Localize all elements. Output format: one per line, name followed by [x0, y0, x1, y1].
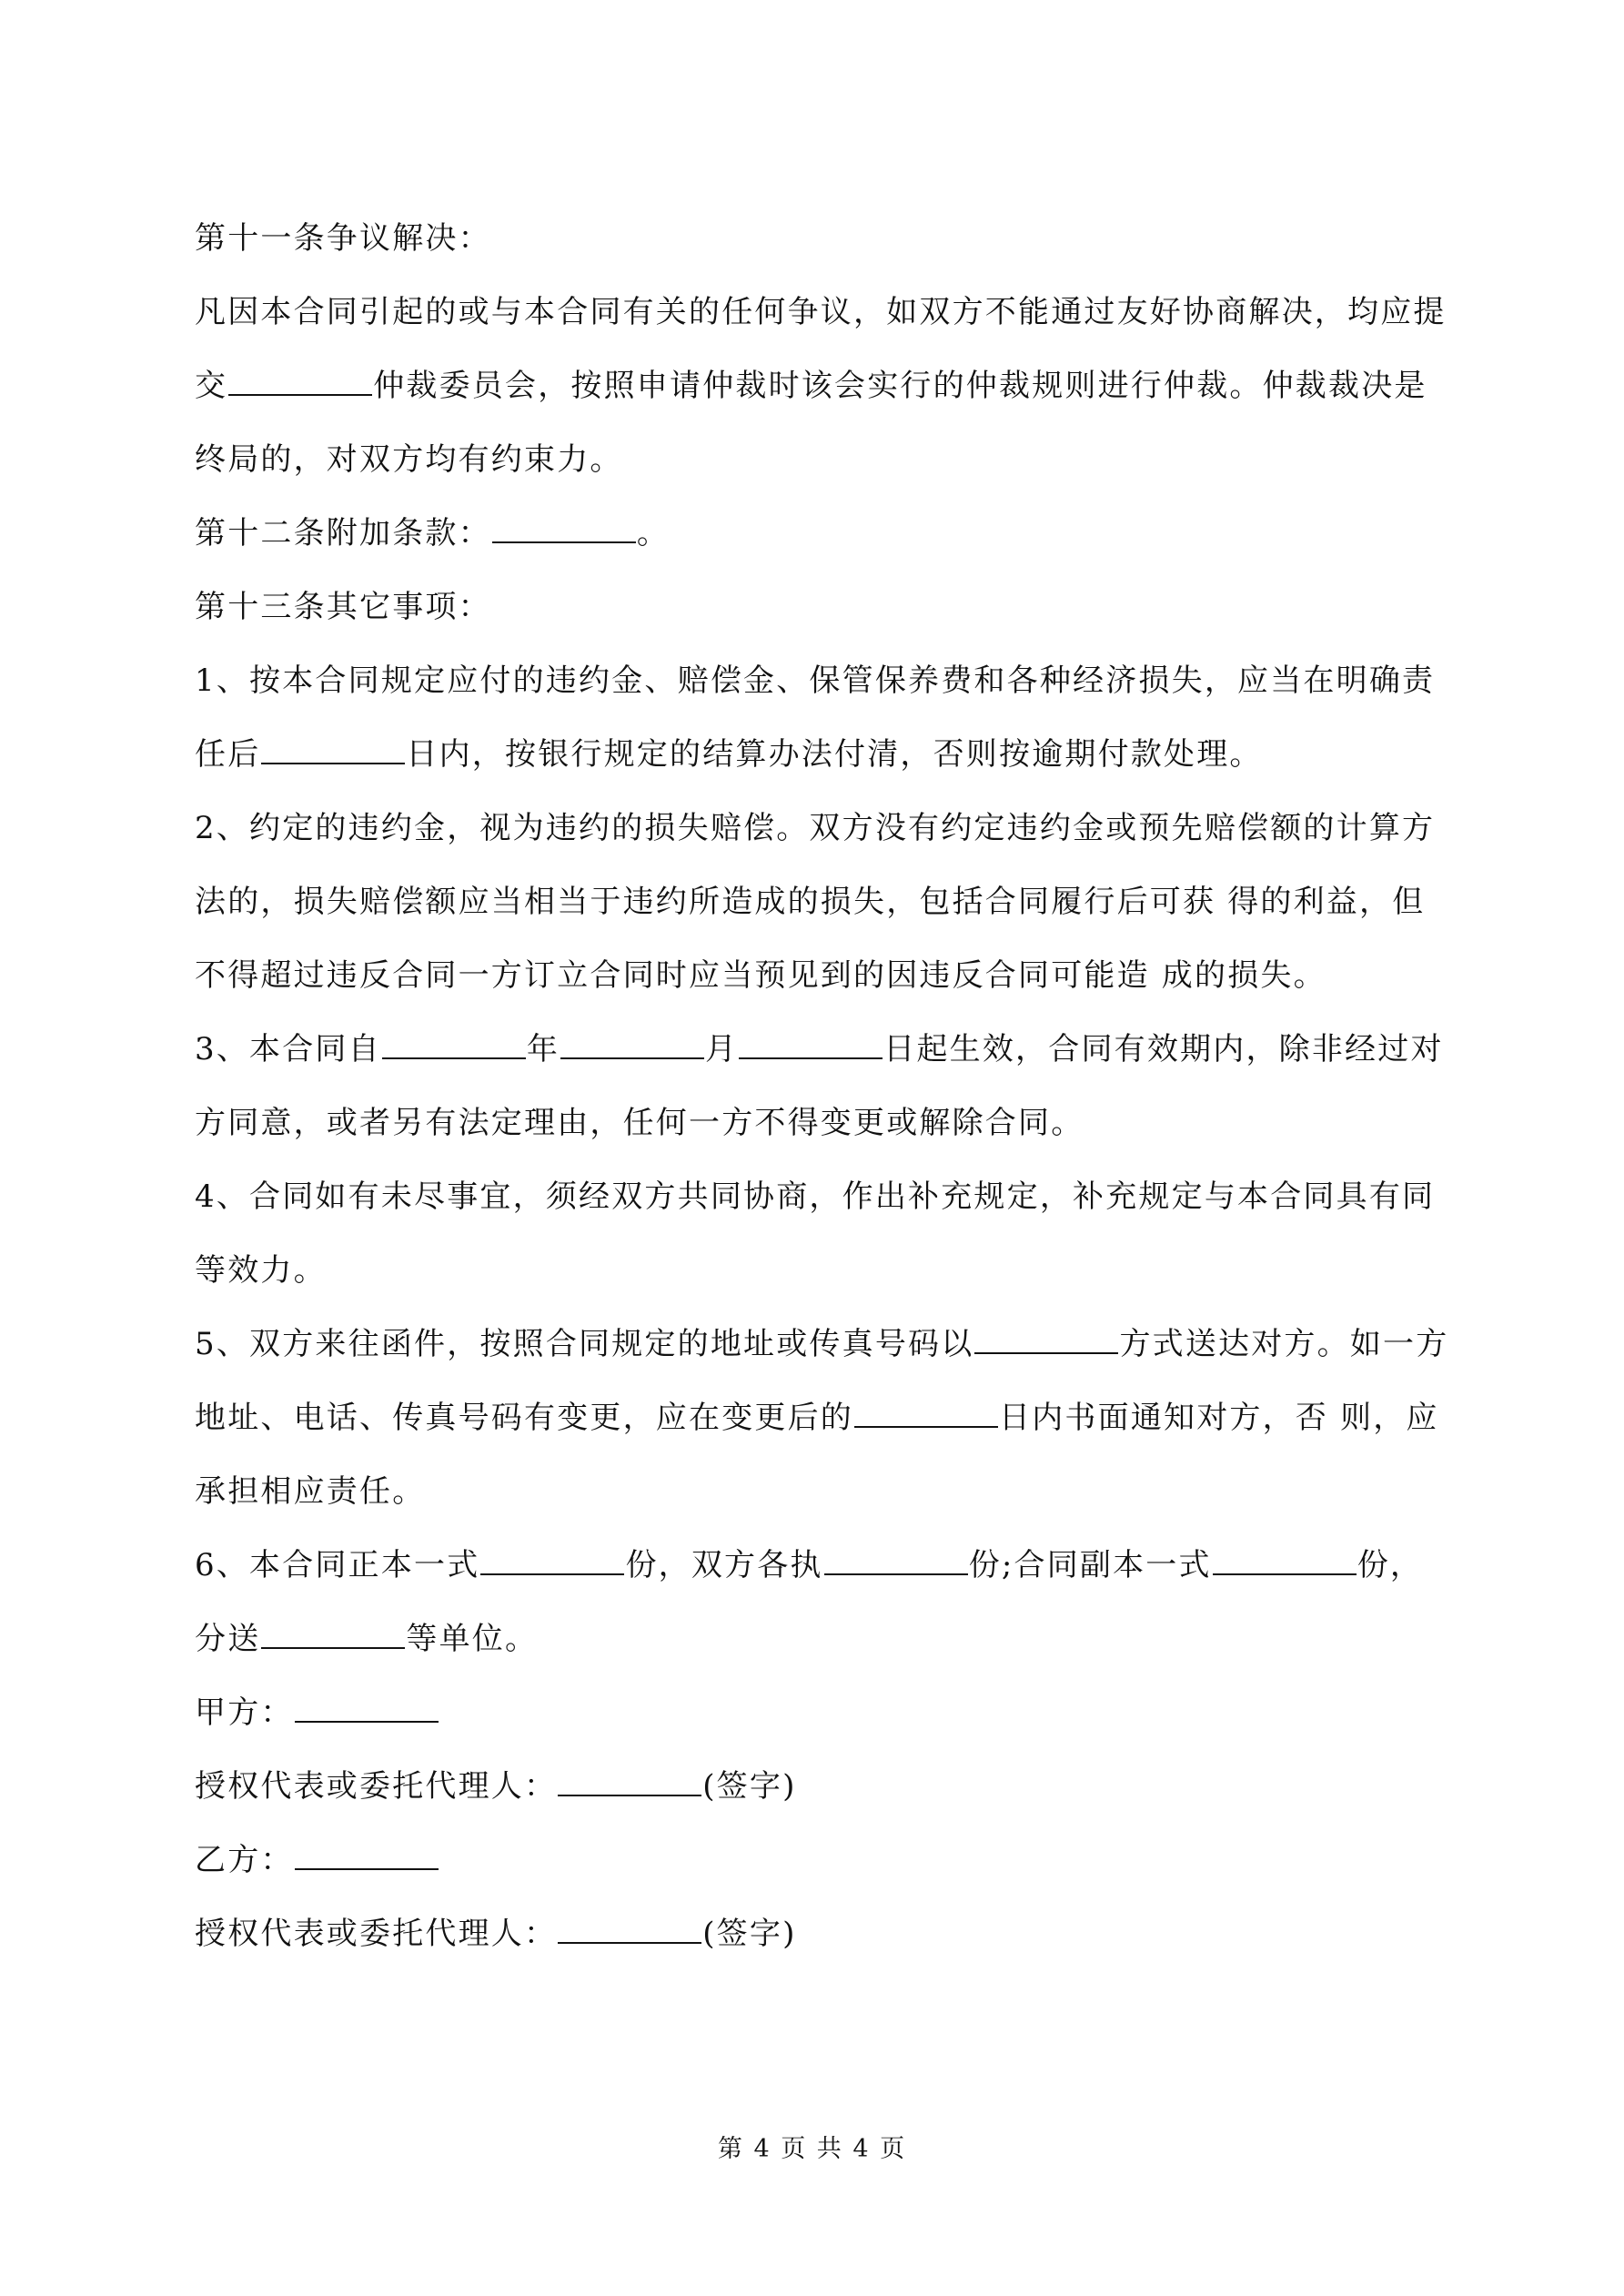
- text-segment: 份;合同副本一式: [968, 1547, 1212, 1583]
- text-segment: 分送: [195, 1621, 261, 1657]
- item-2-line-3: [195, 939, 1441, 1013]
- text-segment: 不得超过违反合同一方订立合同时应当预见到的因违反合同可能造 成的损失。: [195, 957, 1326, 994]
- article-11-line-3: [195, 423, 1441, 497]
- article-11-line-2: [195, 349, 1441, 423]
- party-b-representative-line: [195, 1897, 1441, 1971]
- text-segment: 等单位。: [406, 1621, 539, 1657]
- item-4-line-2: [195, 1234, 1441, 1308]
- text-segment: 6、本合同正本一式: [195, 1547, 480, 1583]
- effective-month-blank: [560, 1034, 704, 1059]
- party-a-signature-blank: [558, 1771, 701, 1796]
- page-number-footer: [0, 2133, 1624, 2166]
- original-copies-blank: [480, 1550, 624, 1575]
- article-13-heading-text: 第十三条其它事项：: [195, 589, 491, 625]
- party-b-sign-note: (签字): [702, 1916, 797, 1952]
- party-b-name-blank: [295, 1845, 439, 1870]
- additional-terms-blank: [492, 518, 636, 543]
- article-12: [195, 497, 1441, 571]
- party-b-label: 乙方：: [195, 1842, 294, 1878]
- item-3-line-2: [195, 1087, 1441, 1160]
- delivery-method-blank: [974, 1329, 1118, 1354]
- party-b-signature-blank: [558, 1918, 701, 1944]
- item-2-line-1: [195, 792, 1441, 865]
- text-segment: 2、约定的违约金，视为违约的损失赔偿。双方没有约定违约金或预先赔偿额的计算方: [195, 810, 1436, 846]
- article-13-heading: [195, 571, 1441, 644]
- item-6-line-1: [195, 1529, 1441, 1603]
- text-segment: 。: [636, 515, 671, 551]
- text-segment: 任后: [195, 736, 261, 773]
- text-segment: 地址、电话、传真号码有变更，应在变更后的: [195, 1400, 853, 1436]
- text-segment: 日内书面通知对方，否 则，应: [999, 1400, 1439, 1436]
- item-1-line-1: [195, 644, 1441, 718]
- item-5-line-1: [195, 1308, 1449, 1381]
- article-11-line-1-text: 凡因本合同引起的或与本合同有关的任何争议，如双方不能通过友好协商解决，均应提: [195, 294, 1447, 330]
- text-segment: 5、双方来往函件，按照合同规定的地址或传真号码以: [195, 1326, 974, 1362]
- text-segment: 法的，损失赔偿额应当相当于违约所造成的损失，包括合同履行后可获 得的利益，但: [195, 884, 1426, 920]
- text-segment: 3、本合同自: [195, 1031, 381, 1067]
- item-6-line-2: [195, 1603, 1441, 1676]
- party-a-representative-line: [195, 1750, 1441, 1824]
- text-segment: 份，: [1357, 1547, 1424, 1583]
- party-a-line: [195, 1676, 1441, 1750]
- text-segment: 月: [705, 1031, 739, 1067]
- article-11-heading: [195, 202, 1441, 276]
- item-2-line-2: [195, 865, 1441, 939]
- effective-day-blank: [739, 1034, 883, 1059]
- effective-year-blank: [382, 1034, 526, 1059]
- party-a-sign-note: (签字): [702, 1768, 797, 1805]
- party-a-rep-label: 授权代表或委托代理人：: [195, 1768, 558, 1805]
- text-segment: 方同意，或者另有法定理由，任何一方不得变更或解除合同。: [195, 1105, 1084, 1141]
- text-segment: 日起生效，合同有效期内，除非经过对: [883, 1031, 1444, 1067]
- item-3-line-1: [195, 1013, 1444, 1087]
- text-segment: 日内，按银行规定的结算办法付清，否则按逾期付款处理。: [406, 736, 1263, 773]
- article-11-line-1: [195, 276, 1447, 349]
- text-segment: 仲裁委员会，按照申请仲裁时该会实行的仲裁规则进行仲裁。仲裁裁决是: [373, 368, 1427, 404]
- contract-body: [195, 202, 1449, 1971]
- text-segment: 等效力。: [195, 1252, 327, 1289]
- duplicate-copies-blank: [1213, 1550, 1357, 1575]
- text-segment: 方式送达对方。如一方: [1119, 1326, 1449, 1362]
- copies-each-party-blank: [824, 1550, 968, 1575]
- party-b-line: [195, 1824, 1441, 1897]
- text-segment: 份，双方各执: [625, 1547, 823, 1583]
- text-segment: 承担相应责任。: [195, 1473, 426, 1510]
- party-a-label: 甲方：: [195, 1694, 294, 1731]
- text-segment: 4、合同如有未尽事宜，须经双方共同协商，作出补充规定，补充规定与本合同具有同: [195, 1178, 1436, 1215]
- arbitration-commission-blank: [228, 370, 372, 396]
- party-b-rep-label: 授权代表或委托代理人：: [195, 1916, 558, 1952]
- item-5-line-3: [195, 1455, 1441, 1529]
- party-a-name-blank: [295, 1697, 439, 1723]
- item-1-line-2: [195, 718, 1441, 792]
- item-5-line-2: [195, 1381, 1441, 1455]
- article-11-line-3-text: 终局的，对双方均有约束力。: [195, 441, 623, 478]
- item-4-line-1: [195, 1160, 1441, 1234]
- distribution-units-blank: [261, 1623, 405, 1649]
- page-number: 第 4 页 共 4 页: [717, 2135, 907, 2163]
- text-segment: 年: [526, 1031, 560, 1067]
- payment-days-blank: [261, 739, 405, 764]
- text-segment: 第十二条附加条款：: [195, 515, 491, 551]
- text-segment: 交: [195, 368, 228, 404]
- text-segment: 1、按本合同规定应付的违约金、赔偿金、保管保养费和各种经济损失，应当在明确责: [195, 663, 1436, 699]
- article-11-heading-text: 第十一条争议解决：: [195, 220, 491, 257]
- notice-days-blank: [854, 1402, 998, 1428]
